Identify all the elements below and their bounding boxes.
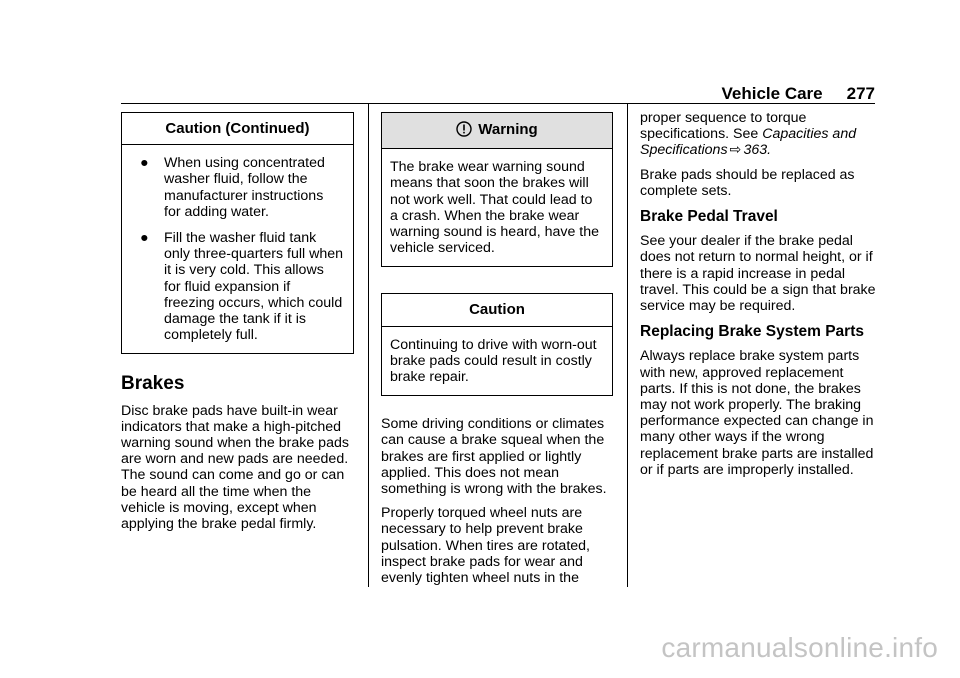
cross-reference-link[interactable]: Capacities and Specifications	[640, 126, 857, 159]
warning-title-text: Warning	[478, 121, 538, 138]
column-2	[381, 112, 613, 594]
caution-continued-title: Caution (Continued)	[122, 113, 353, 145]
list-item	[130, 230, 343, 343]
warning-body: The brake wear warning sound means that soon the brakes will not work well. That could lead to a crash. When the brake wear warning sound is heard, have the vehicle serviced.	[390, 159, 600, 257]
sentence-end: .	[767, 142, 772, 159]
bullet-icon: ●	[140, 155, 149, 172]
column-3	[640, 110, 876, 486]
brakes-paragraph: Disc brake pads have built-in wear indicators that make a high-pitched warning sound when the brake pads are worn and new pads are needed. The sound can come and go or can be heard all the time when the vehicle is moving, except when applying the brake pedal firmly.	[121, 402, 349, 533]
column-1	[121, 112, 354, 540]
wheel-nuts-paragraph: Properly torqued wheel nuts are necessary to help prevent brake pulsation. When tires are rotated, inspect brake pads for wear and evenly tighten wheel nuts in the	[381, 505, 590, 587]
page-number: 277	[846, 84, 875, 103]
caution-title: Caution	[382, 294, 612, 326]
bullet-icon: ●	[140, 230, 149, 247]
list-item	[130, 155, 343, 220]
warning-box	[381, 112, 613, 267]
bullet-text: Fill the washer fluid tank only three-quarters full when it is very cold. This allows for fluid expansion if freezing occurs, which could damage the tank if it is completely full.	[164, 230, 344, 344]
pedal-travel-paragraph: See your dealer if the brake pedal does not return to normal height, or if there is a rapid increase in pedal travel. This could be a sign that brake service may be required.	[640, 233, 876, 315]
warning-title	[382, 113, 612, 149]
watermark-text: carmanualsonline.info	[661, 632, 938, 663]
subheading-brake-pedal-travel: Brake Pedal Travel	[640, 208, 778, 226]
reference-page-number[interactable]: 363	[743, 142, 768, 159]
torque-text: proper sequence to torque specifications. See	[640, 110, 807, 143]
page-reference-icon: ⇨	[729, 142, 742, 159]
replacing-parts-paragraph: Always replace brake system parts with new, approved replacement parts. If this is not done, the brakes may not work properly. The braking performance expected can change in many other ways if the wrong replacement brake parts are installed or if parts are improperly installed.	[640, 348, 874, 478]
warning-icon	[456, 121, 472, 141]
section-title: Vehicle Care	[721, 84, 823, 103]
column-divider-2	[627, 104, 628, 587]
caution-body: Continuing to drive with worn-out brake pads could result in costly brake repair.	[390, 336, 597, 386]
column-divider-1	[368, 104, 369, 587]
caution-continued-box	[121, 112, 354, 354]
header-rule	[121, 103, 875, 104]
squeal-paragraph: Some driving conditions or climates can cause a brake squeal when the brakes are first applied or lightly applied. This does not mean something is wrong with the brakes.	[381, 416, 607, 498]
section-heading-brakes: Brakes	[121, 373, 185, 395]
bullet-text: When using concentrated washer fluid, follow the manufacturer instructions for adding water.	[164, 155, 325, 220]
page-header	[722, 84, 876, 104]
brake-pads-paragraph: Brake pads should be replaced as complete sets.	[640, 166, 855, 199]
caution-box	[381, 293, 613, 396]
caution-continued-body	[122, 145, 353, 353]
torque-paragraph	[640, 110, 876, 159]
subheading-replacing-parts: Replacing Brake System Parts	[640, 323, 864, 341]
